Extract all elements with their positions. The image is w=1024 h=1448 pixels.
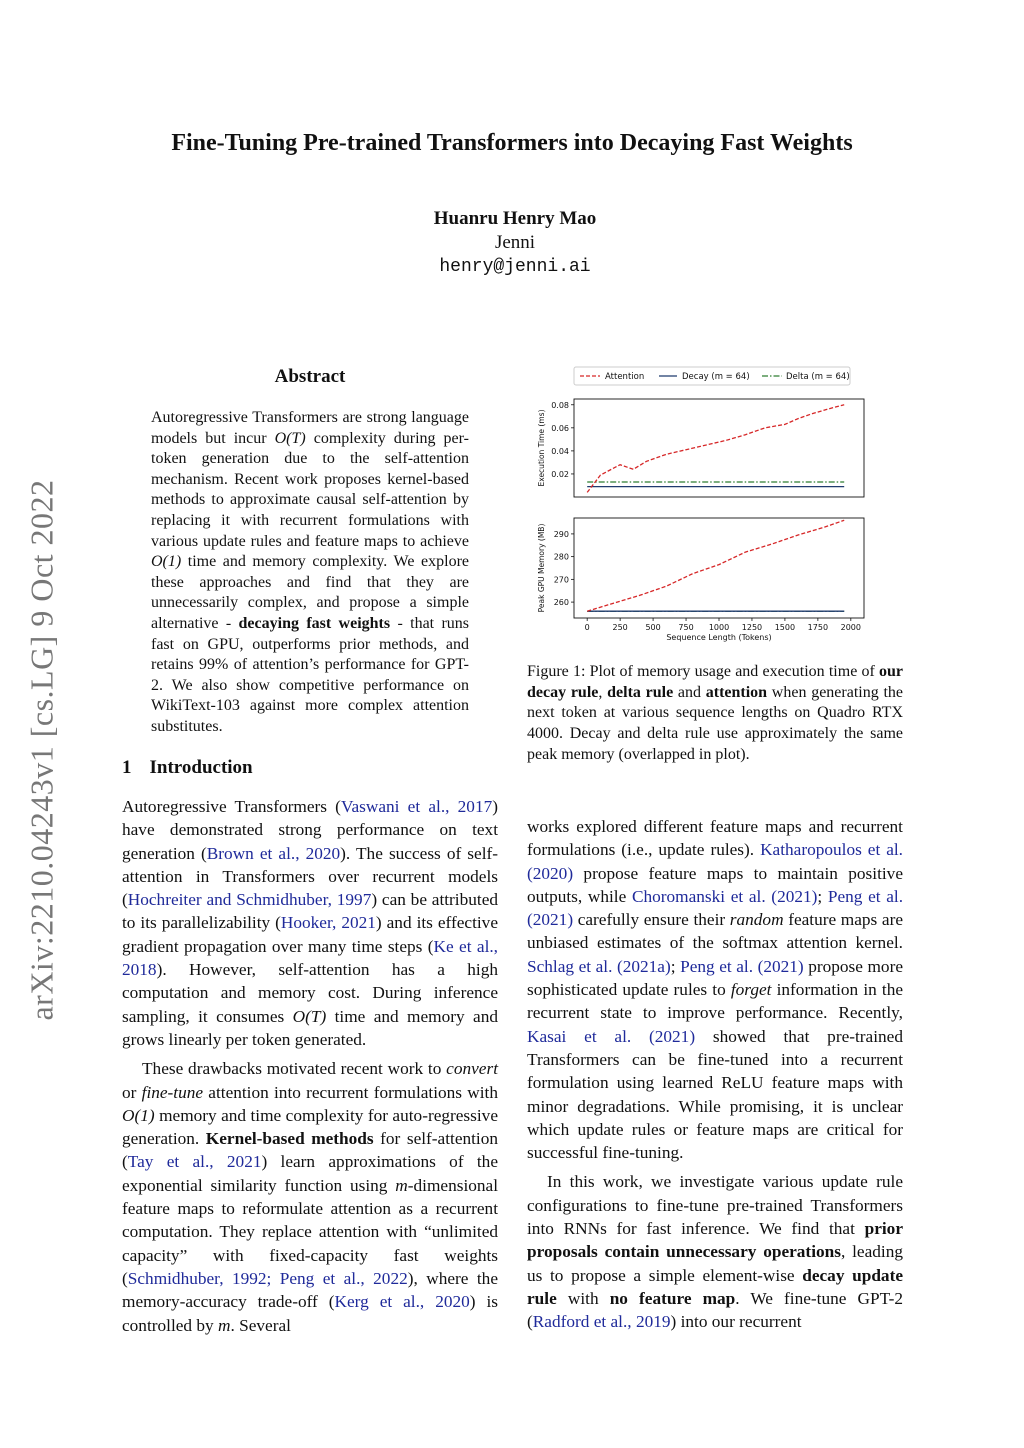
memory-panel xyxy=(537,518,864,642)
citation-link[interactable]: Brown et al., 2020 xyxy=(206,843,341,863)
memory-xtick-label: 1500 xyxy=(774,623,796,632)
author-name: Huanru Henry Mao xyxy=(433,208,597,229)
math-inline: O(T) xyxy=(292,1006,327,1026)
text: . We fine-tune GPT-2 ( xyxy=(527,1288,903,1332)
memory-plot-frame xyxy=(574,518,864,618)
legend xyxy=(574,367,850,385)
text: ; xyxy=(670,956,681,976)
legend-label-attention: Attention xyxy=(605,372,645,382)
memory-ytick-label: 280 xyxy=(553,552,569,562)
arxiv-stamp xyxy=(12,460,72,1040)
bold-text: Kernel-based methods xyxy=(205,1129,374,1149)
text: carefully ensure their xyxy=(573,910,730,930)
memory-xtick-label: 1000 xyxy=(708,623,730,632)
math-inline: O(1) xyxy=(151,553,182,571)
memory-ytick-label: 260 xyxy=(553,598,569,608)
abstract-body xyxy=(151,408,469,738)
left-column xyxy=(122,795,498,1343)
caption-bold: attention xyxy=(705,683,768,701)
caption-bold: delta rule xyxy=(607,683,674,701)
citation-link[interactable]: Peng et al. (2021) xyxy=(680,956,804,976)
paragraph xyxy=(527,1170,903,1333)
citation-link[interactable]: Hochreiter and Schmidhuber, 1997 xyxy=(127,890,372,910)
arxiv-stamp-text: arXiv:2210.04243v1 [cs.LG] 9 Oct 2022 xyxy=(23,479,60,1021)
text: Autoregressive Transformers ( xyxy=(122,797,341,816)
text: propose more sophisticated update rules to xyxy=(527,956,903,1000)
caption-bold: our decay rule xyxy=(527,663,903,701)
execution-time-series-attention xyxy=(587,405,844,493)
citation-link[interactable]: Vaswani et al., 2017 xyxy=(340,797,493,816)
text: ) learn approximations of the exponential similarity function using xyxy=(122,1152,498,1195)
text: propose feature maps to maintain positive outputs, while xyxy=(527,863,903,906)
abstract-text: complexity during per-token generation due to the self-attention mechanism. Recent work proposes kernel-based methods to approximate causal self-attention by replacing it with recurrent formulations with various update rules and feature maps to achieve xyxy=(151,429,469,550)
text: ) can be attributed to its parallelizability ( xyxy=(122,890,499,933)
text: attention into recurrent formulations with xyxy=(203,1082,498,1102)
text: -dimensional feature maps to reformulate attention as a recurrent computation. They replace attention with “unlimited capacity” with fixed-capacity fast weights ( xyxy=(122,1175,498,1288)
author-email[interactable]: henry@jenni.ai xyxy=(439,257,591,277)
text: ). The success of self-attention in Transformers over recurrent models ( xyxy=(122,843,499,910)
math-inline: O(1) xyxy=(122,1105,155,1125)
citation-link[interactable]: Kerg et al., 2020 xyxy=(334,1292,470,1312)
memory-xtick-label: 250 xyxy=(612,623,628,632)
paragraph xyxy=(122,1057,498,1337)
bold-text: decay update rule xyxy=(527,1265,904,1308)
execution-time-panel xyxy=(537,399,864,497)
memory-series-attention xyxy=(587,520,844,611)
caption-text: and xyxy=(673,683,706,701)
paper-title: Fine-Tuning Pre-trained Transformers into Decaying Fast Weights xyxy=(171,130,853,156)
caption-text: Figure 1: Plot of memory usage and execution time of xyxy=(527,663,879,680)
memory-xlabel: Sequence Length (Tokens) xyxy=(666,633,772,642)
bold-text: prior proposals contain unnecessary operations xyxy=(527,1219,903,1262)
memory-ytick-label: 290 xyxy=(553,529,569,539)
math-inline: m xyxy=(395,1175,408,1195)
citation-link[interactable]: Schmidhuber, 1992; Peng et al., 2022 xyxy=(127,1268,408,1288)
right-column xyxy=(527,815,903,1340)
text: for self-attention ( xyxy=(122,1129,499,1172)
text: memory and time complexity for auto-regressive generation. xyxy=(122,1105,498,1149)
text: with xyxy=(556,1288,610,1308)
abstract-text: Autoregressive Transformers are strong language models but incur xyxy=(151,409,469,447)
italic-text: forget xyxy=(730,980,772,1000)
citation-link[interactable]: Tay et al., 2021 xyxy=(127,1152,262,1172)
text: works explored different feature maps and recurrent formulations (i.e., update rules). xyxy=(527,817,903,860)
citation-link[interactable]: Katharopoulos et al. (2020) xyxy=(527,840,904,883)
text: In this work, we investigate various update rule configurations to fine-tune pre-trained Transformers into RNNs for fast inference. We find that xyxy=(527,1172,903,1239)
section-title: Introduction xyxy=(149,757,253,778)
memory-xtick-label: 750 xyxy=(678,623,694,632)
citation-link[interactable]: Hooker, 2021 xyxy=(280,913,376,933)
text: time and memory and grows linearly per token generated. xyxy=(122,1006,498,1049)
execution-time-ytick-label: 0.06 xyxy=(551,423,569,433)
memory-xtick-label: 500 xyxy=(645,623,661,632)
legend-label-decay: Decay (m = 64) xyxy=(682,372,750,382)
abstract-bold: decaying fast weights xyxy=(238,614,391,632)
memory-xtick-label: 0 xyxy=(584,623,590,632)
italic-text: convert xyxy=(446,1059,498,1079)
memory-ytick-label: 270 xyxy=(553,575,569,585)
math-inline: m xyxy=(217,1315,231,1335)
citation-link[interactable]: Choromanski et al. (2021) xyxy=(631,886,818,906)
memory-xtick-label: 2000 xyxy=(840,623,861,632)
paragraph xyxy=(527,815,903,1164)
caption-text: when generating the next token at various sequence lengths on Quadro RTX 4000. Decay and delta rule use approximately the same peak memory (overlapped in plot). xyxy=(527,683,903,763)
legend-label-delta: Delta (m = 64) xyxy=(786,372,850,382)
memory-xtick-label: 1750 xyxy=(807,623,829,632)
section-heading xyxy=(122,757,253,779)
math-inline: O(T) xyxy=(274,429,306,447)
memory-xtick-label: 1250 xyxy=(741,623,763,632)
text: ; xyxy=(817,886,828,906)
figure-caption xyxy=(527,662,903,766)
execution-time-ytick-label: 0.02 xyxy=(551,469,569,479)
italic-text: random xyxy=(729,910,784,930)
citation-link[interactable]: Kasai et al. (2021) xyxy=(527,1026,696,1046)
paragraph xyxy=(122,795,498,1051)
text: ) and its effective gradient propagation over many time steps ( xyxy=(122,913,498,956)
text: or xyxy=(122,1082,142,1102)
execution-time-ylabel: Execution Time (ms) xyxy=(537,409,546,487)
abstract-heading: Abstract xyxy=(274,366,346,387)
abstract-text: time and memory complexity. We explore these approaches and find that they are unnecessarily complex, and propose a simple alternative - xyxy=(151,553,469,632)
text: . Several xyxy=(230,1315,291,1335)
citation-link[interactable]: Ke et al., 2018 xyxy=(122,936,499,980)
figure-1-chart xyxy=(530,364,910,646)
memory-ylabel: Peak GPU Memory (MB) xyxy=(537,523,546,613)
citation-link[interactable]: Schlag et al. (2021a) xyxy=(527,956,671,976)
section-number: 1 xyxy=(122,757,132,778)
text: showed that pre-trained Transformers can be fine-tuned into a recurrent formulation using learned ReLU feature maps with minor degradations. While promising, it is unclear which update rules or feature maps are critical for successful fine-tuning. xyxy=(527,1026,903,1163)
italic-text: fine-tune xyxy=(141,1082,204,1102)
caption-text: , xyxy=(598,683,608,701)
text: These drawbacks motivated recent work to xyxy=(142,1059,447,1079)
abstract-text: - that runs fast on GPU, outperforms prior methods, and retains 99% of attention’s performance for GPT-2. We also show competitive performance on WikiText-103 against more complex attention substitutes. xyxy=(151,614,470,735)
citation-link[interactable]: Peng et al. (2021) xyxy=(527,886,904,930)
text: ), where the memory-accuracy trade-off ( xyxy=(122,1268,498,1312)
text: ) have demonstrated strong performance on text generation ( xyxy=(122,797,498,863)
author-affiliation: Jenni xyxy=(494,232,536,253)
citation-link[interactable]: Radford et al., 2019 xyxy=(532,1312,671,1332)
execution-time-ytick-label: 0.08 xyxy=(551,400,569,410)
text: information in the recurrent state to improve performance. Recently, xyxy=(527,980,904,1023)
text: feature maps are unbiased estimates of the softmax attention kernel. xyxy=(527,910,903,953)
text: ) is controlled by xyxy=(122,1292,498,1335)
bold-text: no feature map xyxy=(609,1288,736,1308)
text: ). However, self-attention has a high computation and memory cost. During inference sampling, it consumes xyxy=(122,960,498,1026)
text: ) into our recurrent xyxy=(670,1312,802,1332)
execution-time-ytick-label: 0.04 xyxy=(551,446,569,456)
text: , leading us to propose a simple element-wise xyxy=(527,1242,903,1285)
